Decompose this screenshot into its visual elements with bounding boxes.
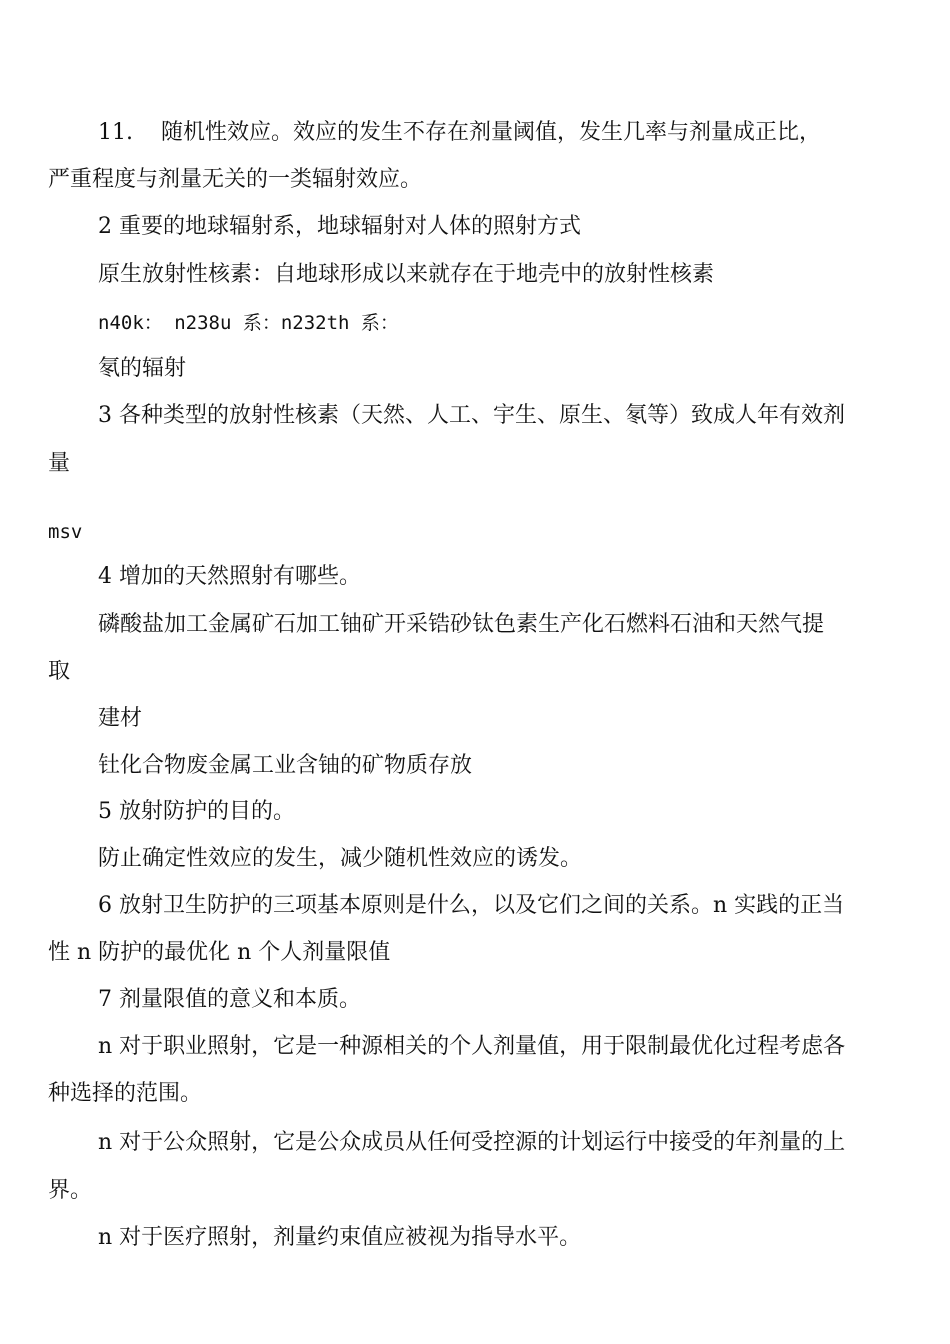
paragraph-text: 随机性效应。效应的发生不存在剂量阈值，发生几率与剂量成正比， [161,120,822,145]
section-heading-2: 2 重要的地球辐射系，地球辐射对人体的照射方式 [98,214,581,239]
section-heading-6: 6 放射卫生防护的三项基本原则是什么，以及它们之间的关系。n 实践的正当 [98,893,845,918]
item-number: 11. [98,120,133,145]
paragraph-line: 建材 [98,706,143,731]
paragraph-line: 磷酸盐加工金属矿石加工铀矿开采锆砂钛色素生产化石燃料石油和天然气提 [98,612,825,637]
nuclide-series-line: n40k： n238u 系：n232th 系： [98,312,399,334]
paragraph-line: 严重程度与剂量无关的一类辐射效应。 [48,167,423,192]
paragraph-11 [98,119,908,147]
unit-line: msv [48,521,83,543]
paragraph-line: 防止确定性效应的发生，减少随机性效应的诱发。 [98,846,583,871]
paragraph-line: 原生放射性核素：自地球形成以来就存在于地壳中的放射性核素 [98,262,715,287]
section-heading-5: 5 放射防护的目的。 [98,799,295,824]
paragraph-line: 种选择的范围。 [48,1081,203,1106]
paragraph-line: n 对于公众照射，它是公众成员从任何受控源的计划运行中接受的年剂量的上 [98,1130,846,1155]
paragraph-line: n 对于职业照射，它是一种源相关的个人剂量值，用于限制最优化过程考虑各 [98,1034,846,1059]
section-heading-4: 4 增加的天然照射有哪些。 [98,564,361,589]
paragraph-line: 界。 [48,1178,93,1203]
paragraph-line: 性 n 防护的最优化 n 个人剂量限值 [48,940,391,965]
paragraph-line: n 对于医疗照射，剂量约束值应被视为指导水平。 [98,1225,582,1250]
section-heading-7: 7 剂量限值的意义和本质。 [98,987,361,1012]
paragraph-line: 量 [48,451,71,476]
section-heading-3: 3 各种类型的放射性核素（天然、人工、宇生、原生、氡等）致成人年有效剂 [98,403,845,428]
paragraph-line: 取 [48,659,71,684]
paragraph-line: 钍化合物废金属工业含铀的矿物质存放 [98,753,473,778]
paragraph-line: 氡的辐射 [98,356,187,381]
